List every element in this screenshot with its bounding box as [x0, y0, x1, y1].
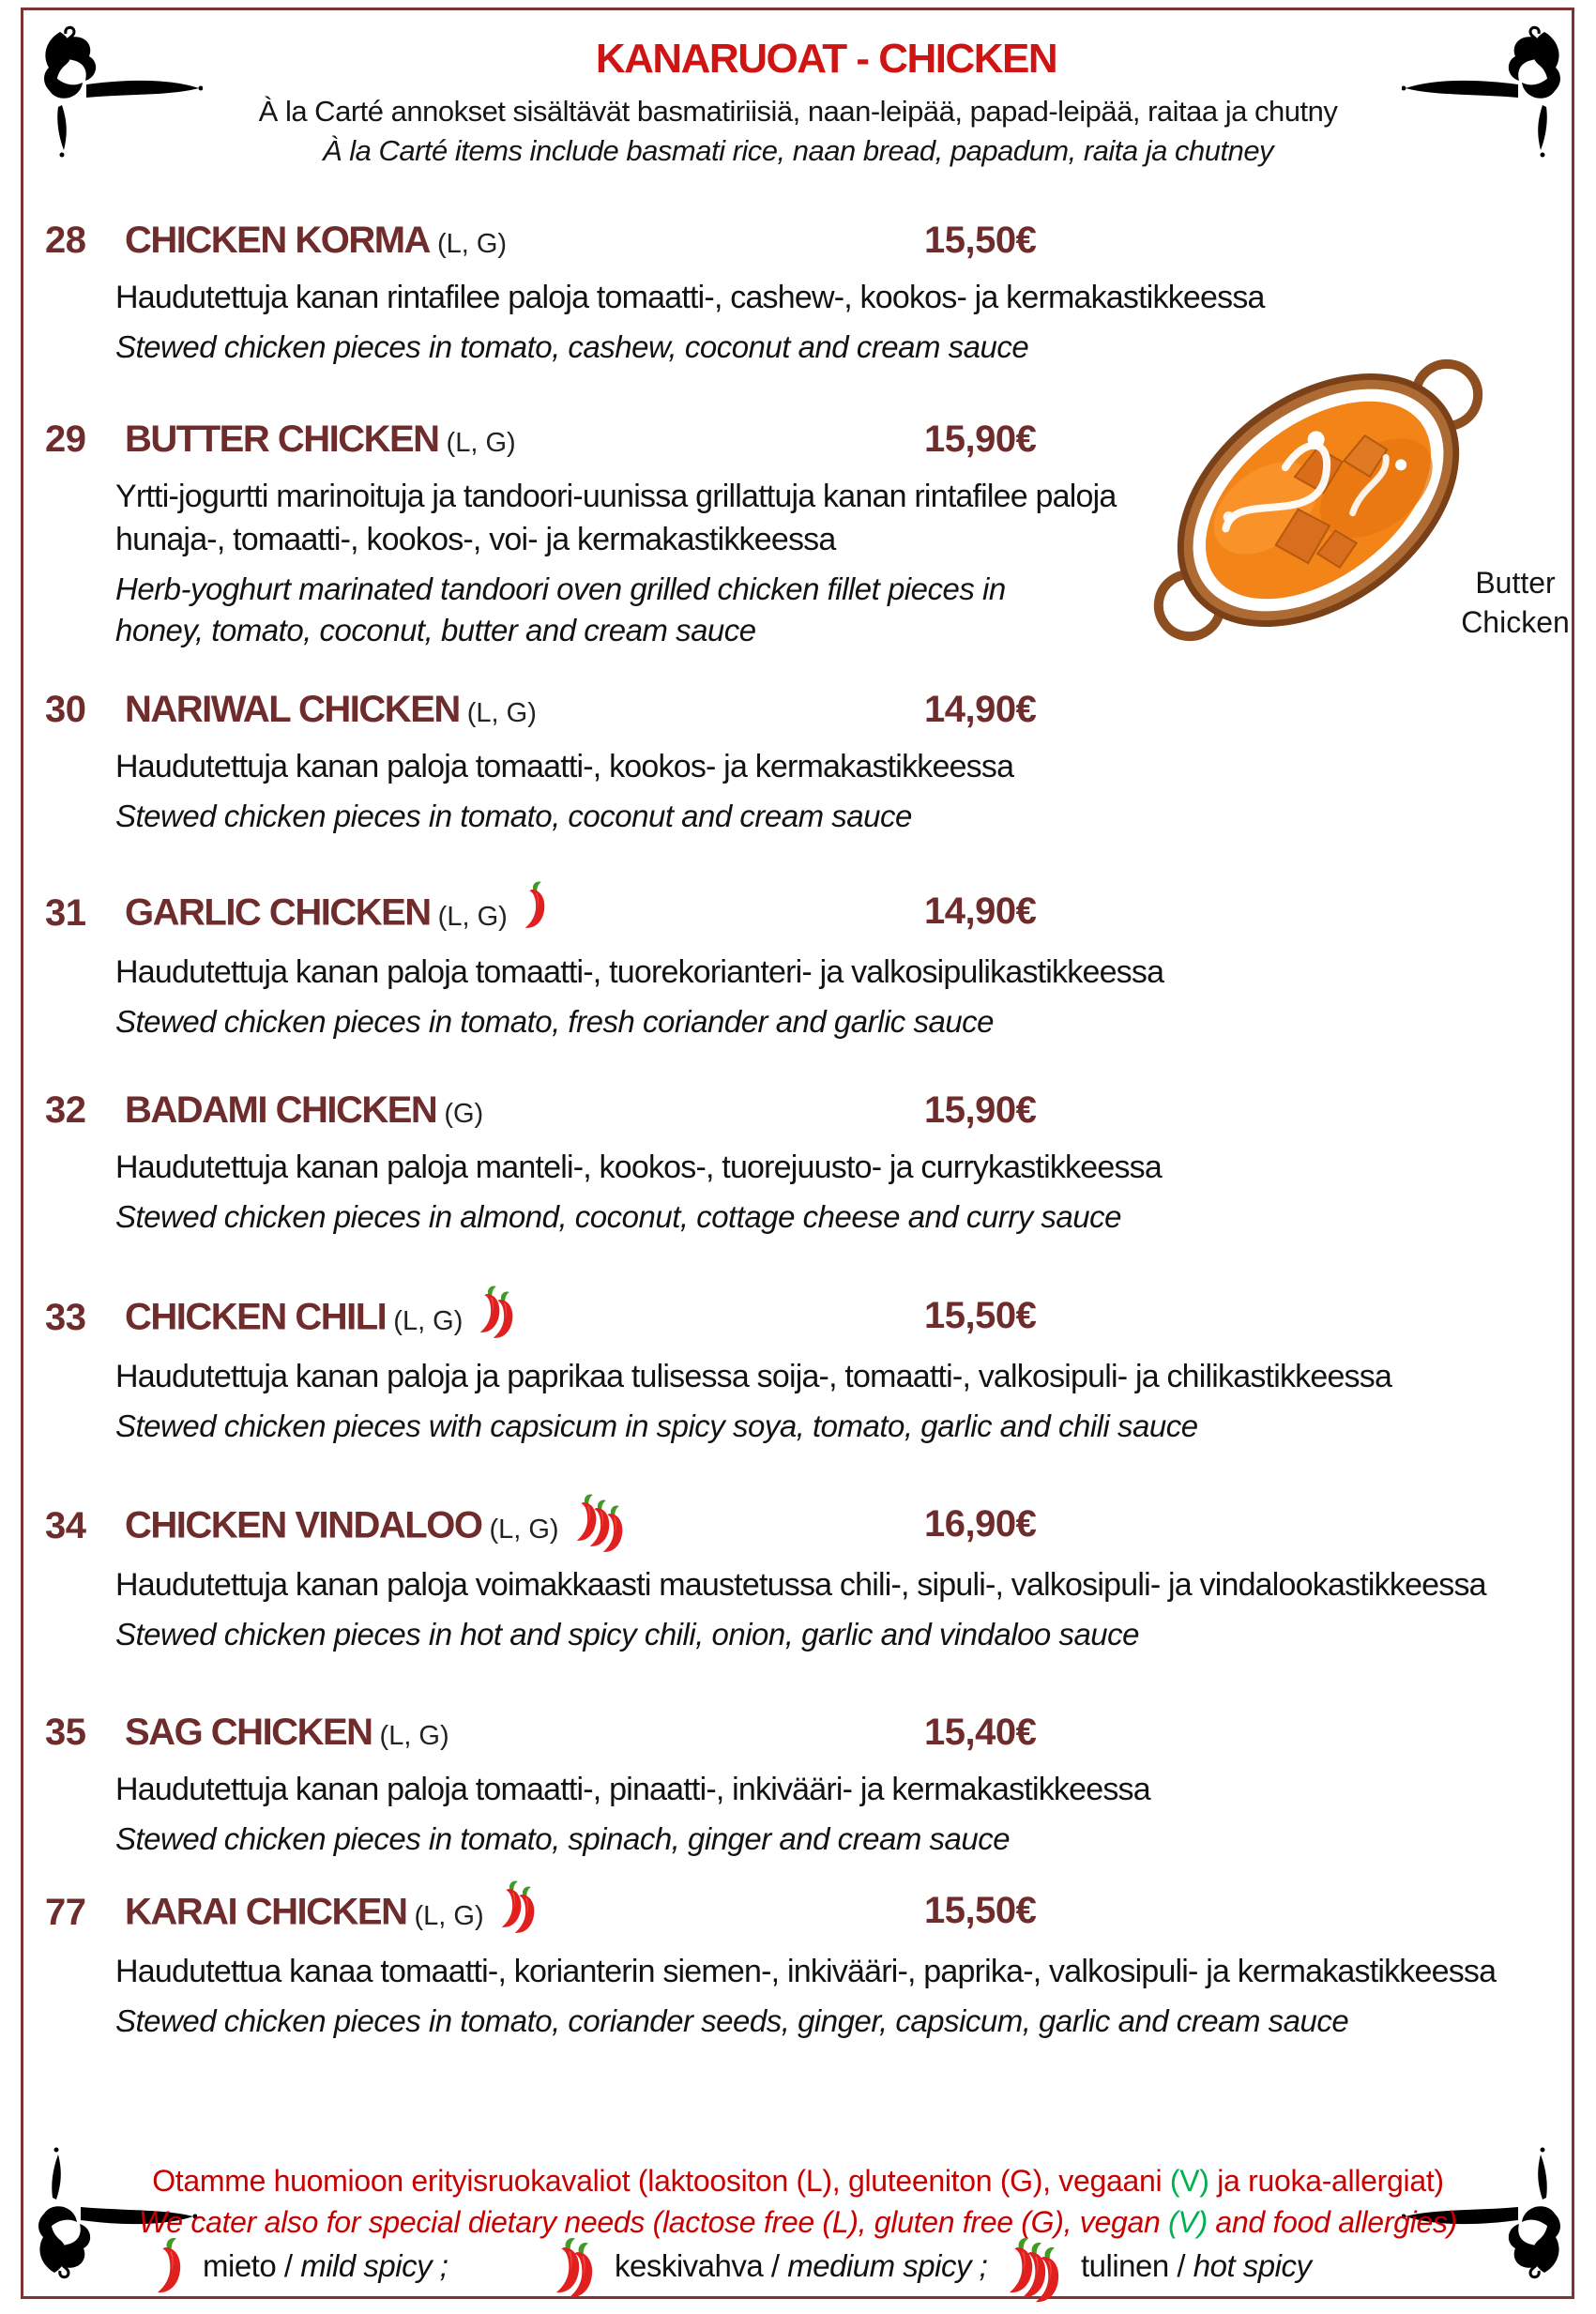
chili-icon: [487, 1289, 519, 1342]
description-finnish: Haudutettua kanaa tomaatti-, korianterin siemen-, inkivääri-, paprika-, valkosipuli- ja kermakastikkeessa: [115, 1954, 1497, 1989]
dietary-note-finnish-text: Otamme huomioon erityisruokavaliot (laktoositon (L), gluteeniton (G), vegaani: [152, 2164, 1170, 2198]
legend-finnish: mieto /: [203, 2248, 293, 2283]
item-name: KARAI CHICKEN: [125, 1891, 407, 1933]
description-english: Stewed chicken pieces with capsicum in spicy soya, tomato, garlic and chili sauce: [115, 1408, 1198, 1443]
chili-icon: [509, 1884, 540, 1937]
item-price: 15,90€: [924, 1089, 1037, 1131]
menu-item-77: [45, 1888, 1588, 2042]
photo-caption-line2: Chicken: [1461, 605, 1570, 639]
item-heading: [45, 889, 1588, 941]
description-english: Stewed chicken pieces in tomato, cashew, coconut and cream sauce: [115, 329, 1029, 364]
diet-codes: (L, G): [466, 698, 537, 728]
item-name: SAG CHICKEN: [125, 1712, 372, 1753]
legend-english: hot spicy: [1193, 2248, 1312, 2283]
description-english: Stewed chicken pieces in tomato, coconut and cream sauce: [115, 799, 912, 833]
legend-english: mild spicy ;: [300, 2248, 448, 2283]
item-name: BADAMI CHICKEN: [125, 1089, 437, 1131]
page-title: KANARUOAT - CHICKEN: [595, 36, 1057, 82]
description-finnish: Haudutettuja kanan paloja manteli-, kookos-, tuorejuusto- ja currykastikkeessa: [115, 1149, 1162, 1185]
item-price: 14,90€: [924, 891, 1037, 932]
legend-label: [615, 2248, 987, 2284]
menu-item-35: [45, 1710, 1588, 1860]
menu-item-34: [45, 1501, 1588, 1655]
photo-caption-line1: Butter: [1475, 566, 1556, 600]
item-number: 29: [45, 419, 86, 460]
item-number: 31: [45, 891, 86, 934]
description-english-line: Herb-yoghurt marinated tandoori oven grilled chicken fillet pieces in: [115, 571, 1006, 606]
spice-legend-mild: [150, 2235, 448, 2297]
description-english: Stewed chicken pieces in tomato, fresh coriander and garlic sauce: [115, 1004, 995, 1039]
item-number: 32: [45, 1089, 86, 1131]
description-finnish: Haudutettuja kanan paloja tomaatti-, tuorekorianteri- ja valkosipulikastikkeessa: [115, 954, 1164, 990]
diet-codes: (L, G): [436, 229, 508, 259]
item-number: 34: [45, 1504, 86, 1546]
legend-label: [203, 2248, 448, 2284]
diet-codes: (G): [444, 1099, 484, 1129]
dietary-note-finnish-text: ja ruoka-allergiat): [1208, 2164, 1444, 2198]
item-number: 33: [45, 1296, 86, 1338]
description-english: [115, 569, 1588, 651]
menu-item-28: [45, 218, 1588, 368]
item-heading: [45, 417, 1588, 465]
item-heading: [45, 1088, 1588, 1136]
diet-codes: (L, G): [437, 901, 508, 932]
chili-icon: [519, 879, 551, 932]
item-price: 16,90€: [924, 1503, 1037, 1545]
item-heading: [45, 1888, 1588, 1941]
dietary-note-english-text: We cater also for special dietary needs (lactose free (L), gluten free (G), vegan: [138, 2205, 1169, 2239]
item-number: 28: [45, 220, 86, 261]
item-name: CHICKEN CHILI: [125, 1296, 387, 1338]
item-number: 35: [45, 1712, 86, 1753]
item-heading: [45, 1710, 1588, 1758]
description-finnish-line: hunaja-, tomaatti-, kookos-, voi- ja kermakastikkeessa: [115, 522, 836, 557]
item-heading: [45, 1501, 1588, 1554]
description-finnish: Haudutettuja kanan paloja tomaatti-, kookos- ja kermakastikkeessa: [115, 749, 1014, 784]
vegan-code: (V): [1169, 2164, 1209, 2198]
diet-codes: (L, G): [414, 1900, 484, 1931]
chili-icon: [150, 2236, 188, 2296]
spice-legend-medium: [549, 2235, 987, 2297]
description-english: Stewed chicken pieces in tomato, coriander seeds, ginger, capsicum, garlic and cream sauce: [115, 2003, 1349, 2038]
item-price: 14,90€: [924, 689, 1037, 730]
item-price: 15,50€: [924, 1295, 1037, 1336]
diet-codes: (L, G): [379, 1721, 449, 1751]
item-number: 77: [45, 1891, 86, 1933]
diet-codes: (L, G): [393, 1305, 464, 1336]
description-finnish-line: Yrtti-jogurtti marinoituja ja tandoori-uunissa grillattuja kanan rintafilee paloja: [115, 479, 1117, 514]
description-finnish: Haudutettuja kanan rintafilee paloja tomaatti-, cashew-, kookos- ja kermakastikkeessa: [115, 280, 1265, 315]
menu-item-32: [45, 1088, 1588, 1238]
legend-finnish: tulinen /: [1081, 2248, 1186, 2283]
menu-item-30: [45, 687, 1588, 837]
item-heading: [45, 1293, 1588, 1346]
item-price: 15,40€: [924, 1712, 1037, 1753]
menu-item-31: [45, 889, 1588, 1043]
item-price: 15,90€: [924, 419, 1037, 460]
subtitle-finnish: À la Carté annokset sisältävät basmatiriisiä, naan-leipää, papad-leipää, raitaa ja chutny: [258, 95, 1338, 128]
item-name: CHICKEN VINDALOO: [125, 1504, 482, 1546]
menu-item-33: [45, 1293, 1588, 1447]
vegan-code: (V): [1168, 2205, 1208, 2239]
dietary-note-finnish: [0, 2164, 1596, 2199]
item-name: BUTTER CHICKEN: [125, 419, 439, 460]
description-finnish: [115, 475, 1588, 561]
item-name: CHICKEN KORMA: [125, 220, 430, 261]
chili-icon: [562, 2241, 600, 2301]
item-number: 30: [45, 689, 86, 730]
item-price: 15,50€: [924, 1890, 1037, 1931]
legend-label: [1081, 2248, 1312, 2284]
item-name: GARLIC CHICKEN: [125, 891, 431, 934]
description-finnish: Haudutettuja kanan paloja tomaatti-, pinaatti-, inkivääri- ja kermakastikkeessa: [115, 1772, 1150, 1807]
description-english: Stewed chicken pieces in almond, coconut, cottage cheese and curry sauce: [115, 1199, 1121, 1234]
description-finnish: Haudutettuja kanan paloja voimakkaasti maustetussa chili-, sipuli-, valkosipuli- ja vindalookastikkeessa: [115, 1567, 1486, 1603]
chili-icon: [597, 1503, 629, 1556]
description-english: Stewed chicken pieces in tomato, spinach, ginger and cream sauce: [115, 1821, 1011, 1856]
diet-codes: (L, G): [446, 428, 516, 458]
legend-english: medium spicy ;: [787, 2248, 988, 2283]
item-heading: [45, 687, 1588, 736]
description-english: Stewed chicken pieces in hot and spicy chili, onion, garlic and vindaloo sauce: [115, 1617, 1140, 1652]
spice-legend-hot: [1002, 2235, 1312, 2297]
legend-finnish: keskivahva /: [615, 2248, 780, 2283]
item-price: 15,50€: [924, 220, 1037, 261]
item-name: NARIWAL CHICKEN: [125, 689, 460, 730]
description-english-line: honey, tomato, coconut, butter and cream sauce: [115, 613, 756, 647]
subtitle-english: À la Carté items include basmati rice, naan bread, papadum, raita ja chutney: [322, 134, 1274, 167]
diet-codes: (L, G): [489, 1514, 559, 1545]
description-finnish: Haudutettuja kanan paloja ja paprikaa tulisessa soija-, tomaatti-, valkosipuli- ja chilikastikkeessa: [115, 1359, 1392, 1394]
dietary-note-english-text: and food allergies): [1207, 2205, 1458, 2239]
chili-icon: [1028, 2245, 1066, 2306]
item-heading: [45, 218, 1588, 266]
menu-item-29: [45, 417, 1588, 651]
